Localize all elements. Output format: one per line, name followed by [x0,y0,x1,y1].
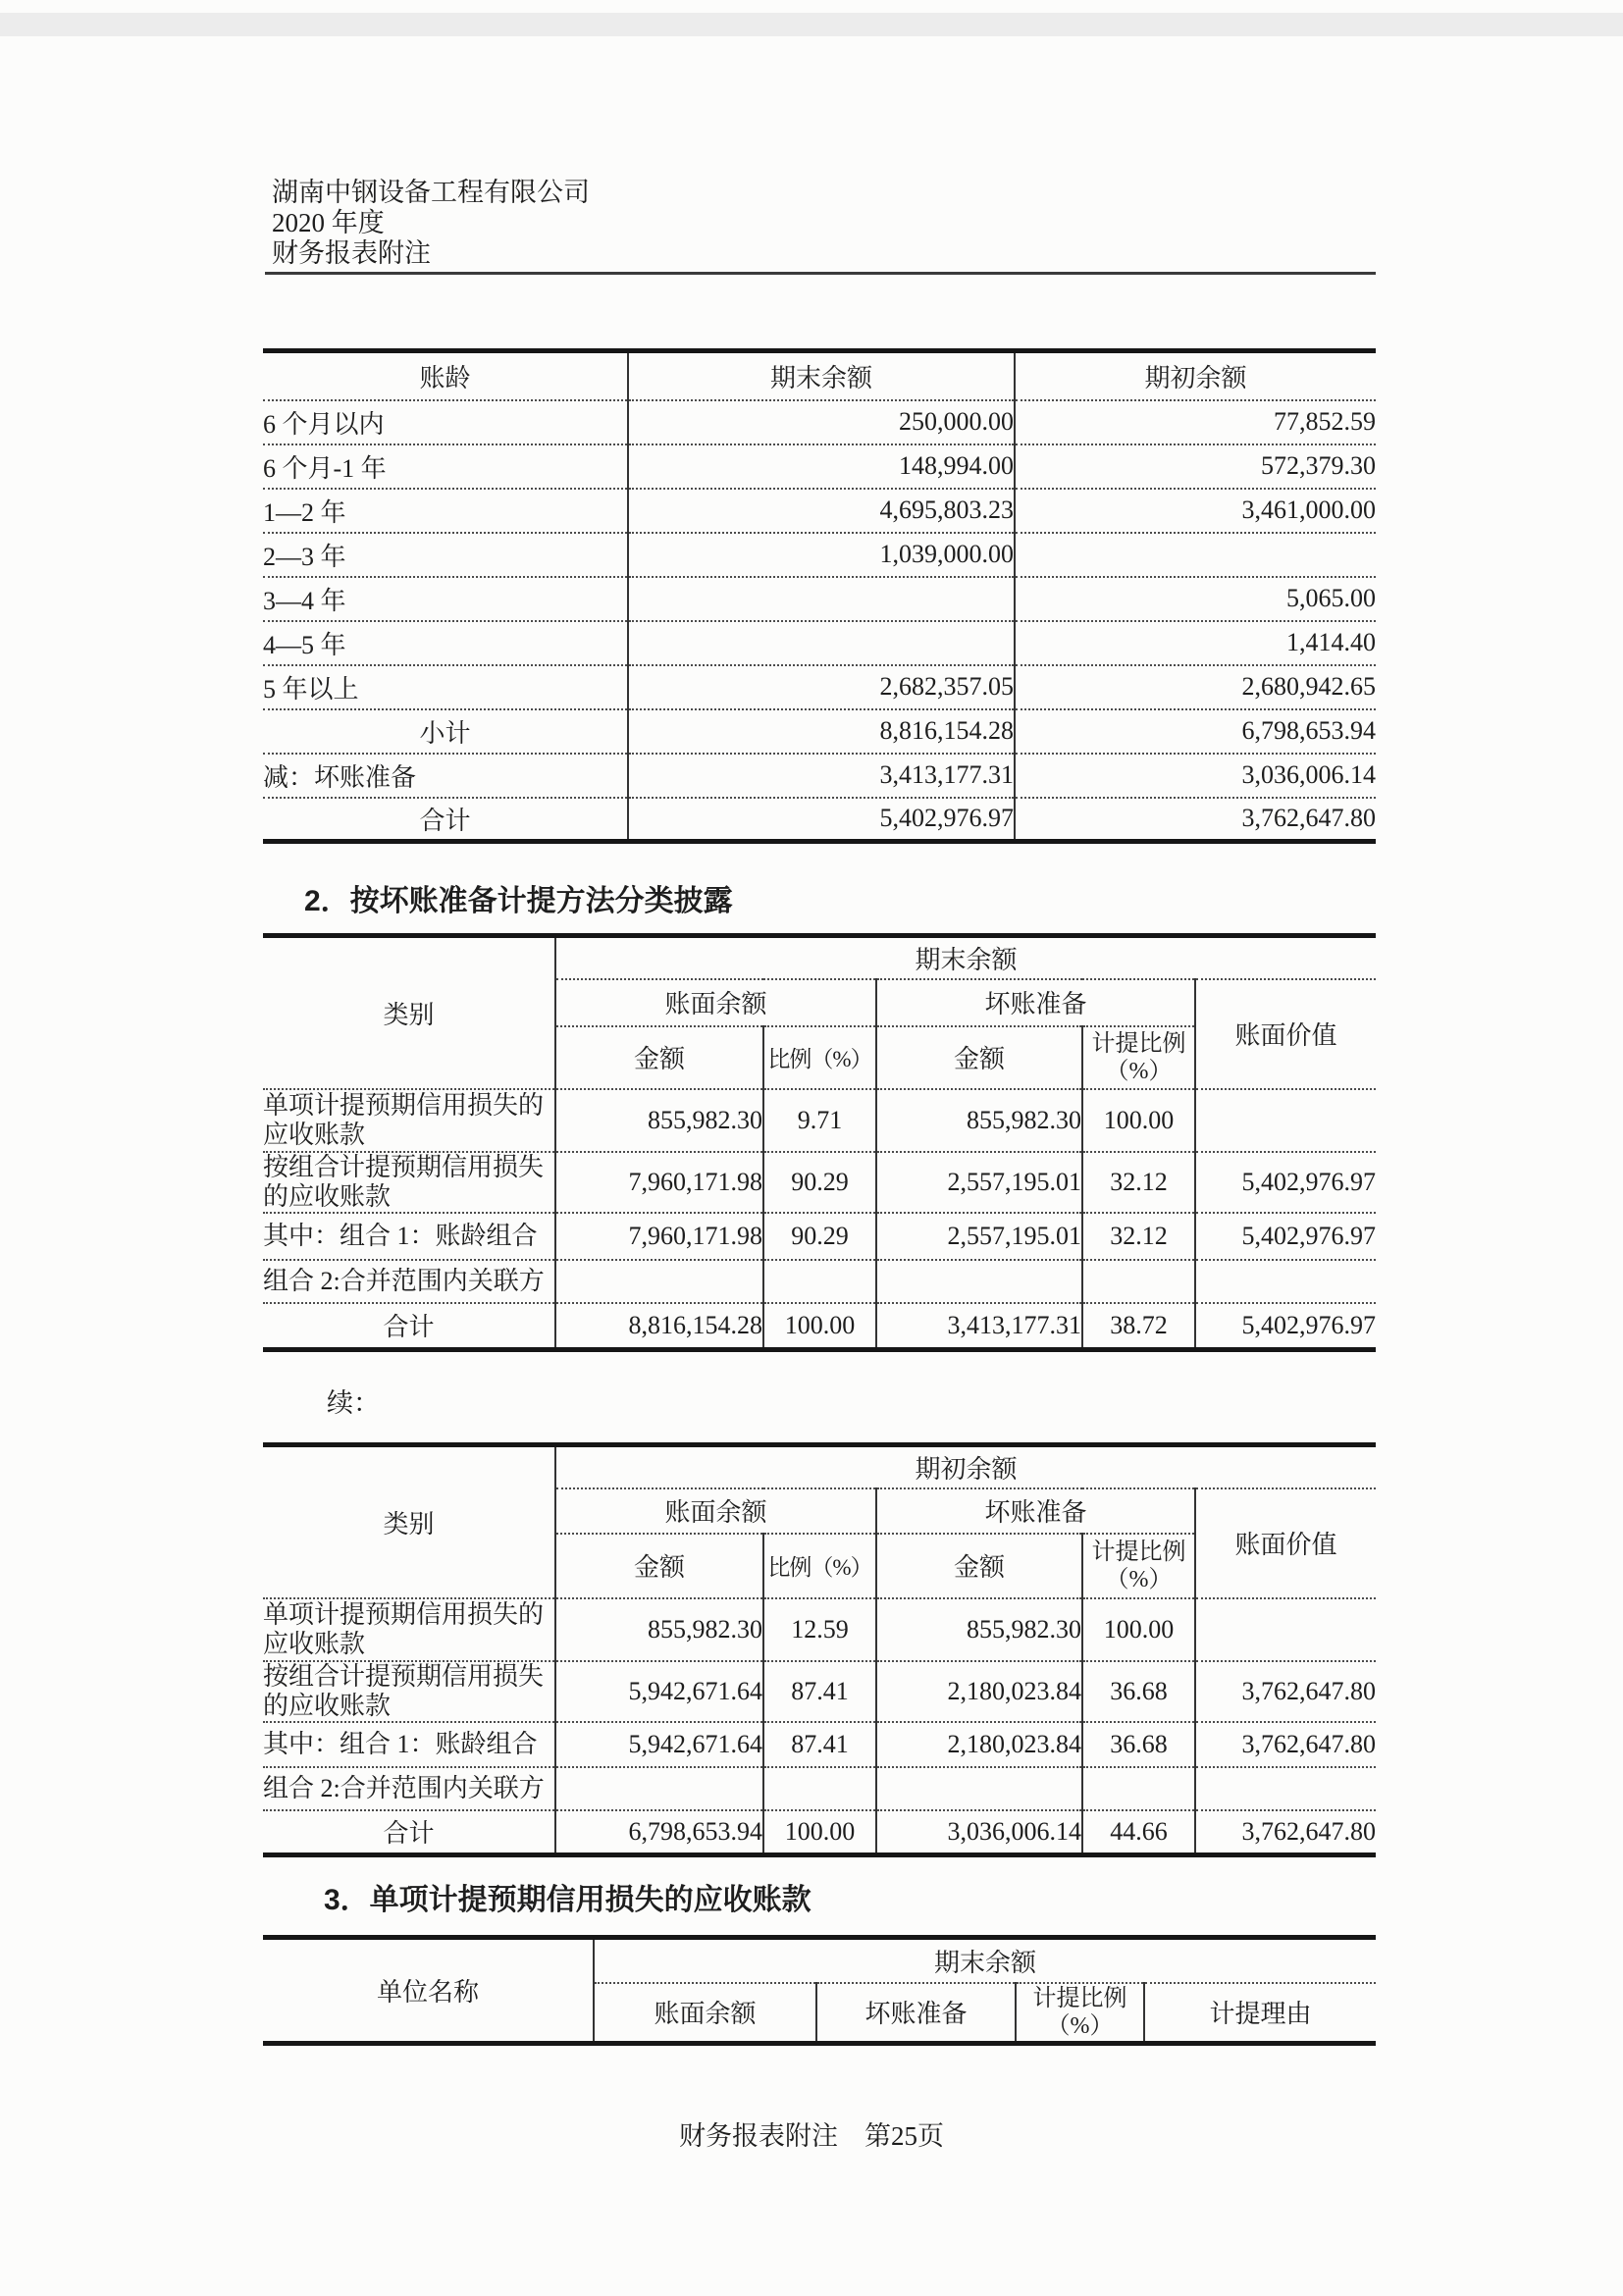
document-header [272,178,590,269]
section-2-heading: 2．按坏账准备计提方法分类披露 [304,885,733,917]
col-header-category: 类别 [383,1509,435,1539]
col-header-book-balance: 账面余额 [594,1983,816,2044]
table-row [263,533,1376,577]
provision-ratio-cell: 36.68 [1082,1661,1195,1722]
provision-ratio-cell [1082,1260,1195,1303]
table-row [263,1152,1376,1213]
table-row [263,1722,1376,1767]
section-3-heading: 3．单项计提预期信用损失的应收账款 [324,1884,812,1916]
book-value-cell: 3,762,647.80 [1195,1661,1376,1722]
amount-cell: 7,960,171.98 [555,1152,763,1213]
fiscal-year: 2020 年度 [272,208,385,237]
bad-debt-amount-cell: 2,180,023.84 [876,1722,1082,1767]
table-row-total [263,798,1376,842]
category-cell: 组合 2:合并范围内关联方 [263,1767,555,1810]
table-row [263,1213,1376,1260]
bad-debt-amount-cell: 2,180,023.84 [876,1661,1082,1722]
book-value-cell: 5,402,976.97 [1195,1213,1376,1260]
table-row [263,489,1376,533]
category-cell: 合计 [263,1810,555,1855]
beginning-balance-cell: 3,461,000.00 [1015,489,1376,533]
category-cell: 按组合计提预期信用损失的应收账款 [263,1661,555,1722]
col-header-ending: 期末余额 [628,351,1015,400]
aging-table [263,348,1376,844]
col-header-amount: 金额 [876,1026,1082,1089]
table-header-row [263,936,1376,979]
provision-ratio-cell: 36.68 [1082,1722,1195,1767]
aging-label-cell: 4—5 年 [263,621,628,665]
book-value-cell [1195,1767,1376,1810]
table-row [263,621,1376,665]
table-header-row [263,1445,1376,1488]
aging-label-cell: 合计 [263,798,628,842]
provision-ratio-cell: 32.12 [1082,1152,1195,1213]
ending-balance-cell: 250,000.00 [628,400,1015,444]
ratio-cell [763,1260,876,1303]
ending-balance-cell: 148,994.00 [628,444,1015,489]
aging-label-cell: 3—4 年 [263,577,628,621]
ratio-cell: 12.59 [763,1598,876,1661]
col-header-amount: 金额 [555,1026,763,1089]
table-row [263,1598,1376,1661]
col-header-bad-debt: 坏账准备 [876,979,1195,1026]
amount-cell: 855,982.30 [555,1598,763,1661]
amount-cell [555,1767,763,1810]
individual-table [263,1935,1376,2046]
amount-cell: 7,960,171.98 [555,1213,763,1260]
category-cell: 按组合计提预期信用损失的应收账款 [263,1152,555,1213]
table-row [263,400,1376,444]
book-value-cell [1195,1260,1376,1303]
aging-label-cell: 1—2 年 [263,489,628,533]
bad-debt-amount-cell: 3,413,177.31 [876,1303,1082,1350]
col-header-unit-name: 单位名称 [376,1978,479,2007]
table-row-subtotal [263,709,1376,754]
table-row-total [263,1303,1376,1350]
category-cell: 单项计提预期信用损失的应收账款 [263,1598,555,1661]
table-row-total [263,1810,1376,1855]
method-table-ending [263,933,1376,1352]
beginning-balance-cell: 3,762,647.80 [1015,798,1376,842]
bad-debt-amount-cell: 855,982.30 [876,1598,1082,1661]
col-header-reason: 计提理由 [1144,1983,1376,2044]
table-row [263,1767,1376,1810]
ratio-cell: 87.41 [763,1661,876,1722]
provision-ratio-cell: 100.00 [1082,1089,1195,1152]
col-header-period: 期初余额 [555,1445,1376,1488]
aging-label-cell: 6 个月以内 [263,400,628,444]
col-header-ratio: 比例（%） [763,1534,876,1598]
provision-ratio-cell: 100.00 [1082,1598,1195,1661]
book-value-cell: 5,402,976.97 [1195,1152,1376,1213]
aging-label-cell: 5 年以上 [263,665,628,709]
table-header-row [263,1938,1376,1983]
amount-cell: 5,942,671.64 [555,1722,763,1767]
col-header-beginning: 期初余额 [1015,351,1376,400]
table-row [263,1089,1376,1152]
book-value-cell: 3,762,647.80 [1195,1810,1376,1855]
ending-balance-cell: 1,039,000.00 [628,533,1015,577]
ratio-cell: 100.00 [763,1303,876,1350]
col-header-category: 类别 [383,1000,435,1029]
continue-label: 续： [327,1388,380,1418]
ending-balance-cell [628,577,1015,621]
table-row [263,1260,1376,1303]
book-value-cell [1195,1089,1376,1152]
col-header-provision-ratio: 计提比例（%） [1082,1534,1195,1598]
col-header-book-balance: 账面余额 [555,979,876,1026]
amount-cell: 6,798,653.94 [555,1810,763,1855]
table-row [263,665,1376,709]
category-cell: 单项计提预期信用损失的应收账款 [263,1089,555,1152]
category-cell: 其中：组合 1：账龄组合 [263,1213,555,1260]
ending-balance-cell [628,621,1015,665]
company-name: 湖南中钢设备工程有限公司 [272,178,590,207]
col-header-provision-ratio: 计提比例（%） [1082,1026,1195,1089]
category-cell: 合计 [263,1303,555,1350]
col-header-amount: 金额 [876,1534,1082,1598]
col-header-book-balance: 账面余额 [555,1488,876,1534]
ending-balance-cell: 4,695,803.23 [628,489,1015,533]
scan-artifact-band [0,13,1623,36]
table-header-row [263,351,1376,400]
ending-balance-cell: 3,413,177.31 [628,754,1015,798]
col-header-amount: 金额 [555,1534,763,1598]
ending-balance-cell: 2,682,357.05 [628,665,1015,709]
provision-ratio-cell: 44.66 [1082,1810,1195,1855]
bad-debt-amount-cell: 855,982.30 [876,1089,1082,1152]
col-header-provision-ratio: 计提比例（%） [1016,1983,1144,2044]
col-header-bad-debt: 坏账准备 [816,1983,1016,2044]
col-header-period: 期末余额 [594,1938,1376,1983]
provision-ratio-cell: 38.72 [1082,1303,1195,1350]
bad-debt-amount-cell [876,1260,1082,1303]
provision-ratio-cell: 32.12 [1082,1213,1195,1260]
category-cell: 其中：组合 1：账龄组合 [263,1722,555,1767]
col-header-book-value: 账面价值 [1195,1488,1376,1598]
method-table-beginning [263,1442,1376,1857]
table-row [263,754,1376,798]
col-header-aging: 账龄 [419,363,471,392]
amount-cell: 5,942,671.64 [555,1661,763,1722]
table-row [263,577,1376,621]
table-row [263,1661,1376,1722]
header-divider [265,272,1376,275]
table-row [263,444,1376,489]
ratio-cell: 90.29 [763,1213,876,1260]
beginning-balance-cell [1015,533,1376,577]
beginning-balance-cell: 77,852.59 [1015,400,1376,444]
beginning-balance-cell: 3,036,006.14 [1015,754,1376,798]
category-cell: 组合 2:合并范围内关联方 [263,1260,555,1303]
aging-label-cell: 2—3 年 [263,533,628,577]
beginning-balance-cell: 5,065.00 [1015,577,1376,621]
page-footer: 财务报表附注 第25页 [679,2121,944,2151]
bad-debt-amount-cell [876,1767,1082,1810]
aging-label-cell: 减：坏账准备 [263,754,628,798]
aging-label-cell: 小计 [263,709,628,754]
aging-label-cell: 6 个月-1 年 [263,444,628,489]
beginning-balance-cell: 2,680,942.65 [1015,665,1376,709]
amount-cell [555,1260,763,1303]
provision-ratio-cell [1082,1767,1195,1810]
book-value-cell: 5,402,976.97 [1195,1303,1376,1350]
ending-balance-cell: 8,816,154.28 [628,709,1015,754]
amount-cell: 855,982.30 [555,1089,763,1152]
beginning-balance-cell: 6,798,653.94 [1015,709,1376,754]
ratio-cell: 100.00 [763,1810,876,1855]
beginning-balance-cell: 1,414.40 [1015,621,1376,665]
col-header-period: 期末余额 [555,936,1376,979]
book-value-cell: 3,762,647.80 [1195,1722,1376,1767]
ratio-cell: 9.71 [763,1089,876,1152]
col-header-ratio: 比例（%） [763,1026,876,1089]
ratio-cell: 87.41 [763,1722,876,1767]
book-value-cell [1195,1598,1376,1661]
beginning-balance-cell: 572,379.30 [1015,444,1376,489]
col-header-bad-debt: 坏账准备 [876,1488,1195,1534]
bad-debt-amount-cell: 2,557,195.01 [876,1152,1082,1213]
bad-debt-amount-cell: 2,557,195.01 [876,1213,1082,1260]
bad-debt-amount-cell: 3,036,006.14 [876,1810,1082,1855]
ratio-cell: 90.29 [763,1152,876,1213]
doc-title: 财务报表附注 [272,238,431,268]
ending-balance-cell: 5,402,976.97 [628,798,1015,842]
col-header-book-value: 账面价值 [1195,979,1376,1089]
amount-cell: 8,816,154.28 [555,1303,763,1350]
ratio-cell [763,1767,876,1810]
